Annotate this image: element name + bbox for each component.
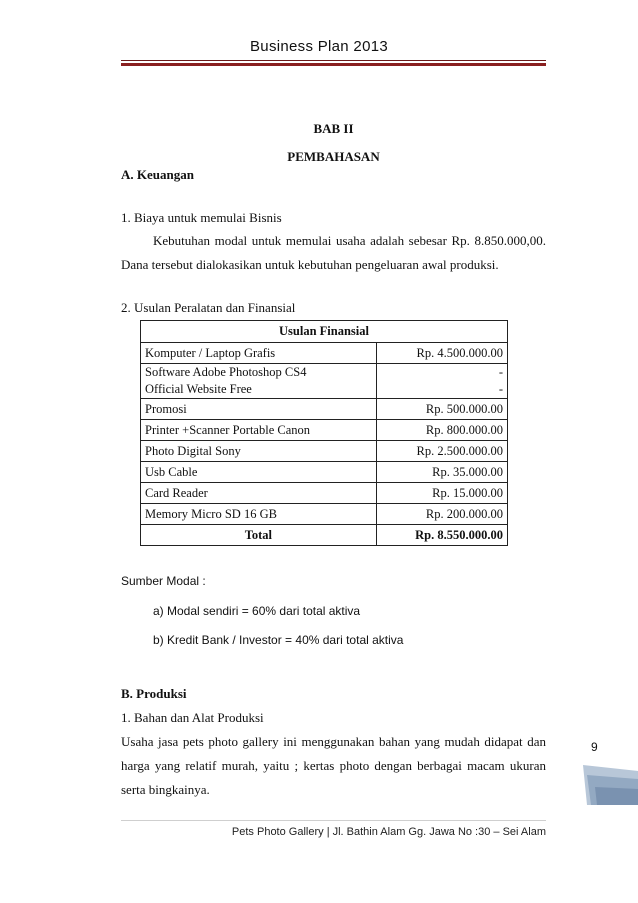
item1-heading: 1. Biaya untuk memulai Bisnis xyxy=(121,210,282,225)
row-amount: Rp. 800.000.00 xyxy=(376,420,507,441)
table-row xyxy=(141,462,508,483)
table-total-row xyxy=(141,525,508,546)
header-rule-thick xyxy=(121,63,546,66)
row-item: Photo Digital Sony xyxy=(141,441,377,462)
table-row xyxy=(141,504,508,525)
row-item: Komputer / Laptop Grafis xyxy=(141,343,377,364)
header-rule-thin xyxy=(121,60,546,61)
page-header-title: Business Plan 2013 xyxy=(250,38,388,55)
total-amount: Rp. 8.550.000.00 xyxy=(376,525,507,546)
row-amount: Rp. 4.500.000.00 xyxy=(376,343,507,364)
row-item: Promosi xyxy=(141,399,377,420)
table-row xyxy=(141,399,508,420)
modal-b: b) Kredit Bank / Investor = 40% dari total aktiva xyxy=(153,633,404,647)
table-row xyxy=(141,441,508,462)
page-footer: Pets Photo Gallery | Jl. Bathin Alam Gg. Jawa No :30 – Sei Alam xyxy=(231,826,546,838)
row-amount: Rp. 2.500.000.00 xyxy=(376,441,507,462)
table-row xyxy=(141,483,508,504)
row-amount: - xyxy=(376,381,507,399)
row-amount: Rp. 200.000.00 xyxy=(376,504,507,525)
table-row xyxy=(141,364,508,382)
table-header-row xyxy=(141,321,508,343)
table-row xyxy=(141,343,508,364)
section-b-item1-heading: 1. Bahan dan Alat Produksi xyxy=(121,710,264,725)
total-label: Total xyxy=(141,525,377,546)
row-amount: Rp. 15.000.00 xyxy=(376,483,507,504)
row-item: Printer +Scanner Portable Canon xyxy=(141,420,377,441)
financial-table xyxy=(140,320,508,546)
section-a-heading: A. Keuangan xyxy=(121,167,194,182)
modal-a: a) Modal sendiri = 60% dari total aktiva xyxy=(153,604,361,618)
row-item: Official Website Free xyxy=(141,381,377,399)
page-number: 9 xyxy=(591,740,598,754)
row-amount: - xyxy=(376,364,507,382)
page-corner-decoration xyxy=(583,765,638,805)
item2-heading: 2. Usulan Peralatan dan Finansial xyxy=(121,300,296,315)
modal-heading: Sumber Modal : xyxy=(121,574,206,588)
chapter-title: PEMBAHASAN xyxy=(287,149,380,164)
row-item: Memory Micro SD 16 GB xyxy=(141,504,377,525)
table-row xyxy=(141,420,508,441)
row-amount: Rp. 35.000.00 xyxy=(376,462,507,483)
item1-line1: Kebutuhan modal untuk memulai usaha adalah sebesar Rp. 8.850.000,00. xyxy=(153,233,546,248)
section-b-heading: B. Produksi xyxy=(121,686,187,701)
section-b-para-line3: serta bingkainya. xyxy=(121,782,210,797)
item1-line2: Dana tersebut dialokasikan untuk kebutuhan pengeluaran awal produksi. xyxy=(121,257,499,272)
row-item: Card Reader xyxy=(141,483,377,504)
row-amount: Rp. 500.000.00 xyxy=(376,399,507,420)
section-b-para-line2: harga yang relatif murah, yaitu ; kertas photo dengan berbagai macam ukuran xyxy=(121,758,546,773)
row-item: Software Adobe Photoshop CS4 xyxy=(141,364,377,382)
section-b-para-line1: Usaha jasa pets photo gallery ini menggunakan bahan yang mudah didapat dan xyxy=(121,734,546,749)
table-title: Usulan Finansial xyxy=(141,321,508,343)
row-item: Usb Cable xyxy=(141,462,377,483)
chapter-number: BAB II xyxy=(313,121,354,136)
table-row xyxy=(141,381,508,399)
footer-rule xyxy=(121,820,546,821)
